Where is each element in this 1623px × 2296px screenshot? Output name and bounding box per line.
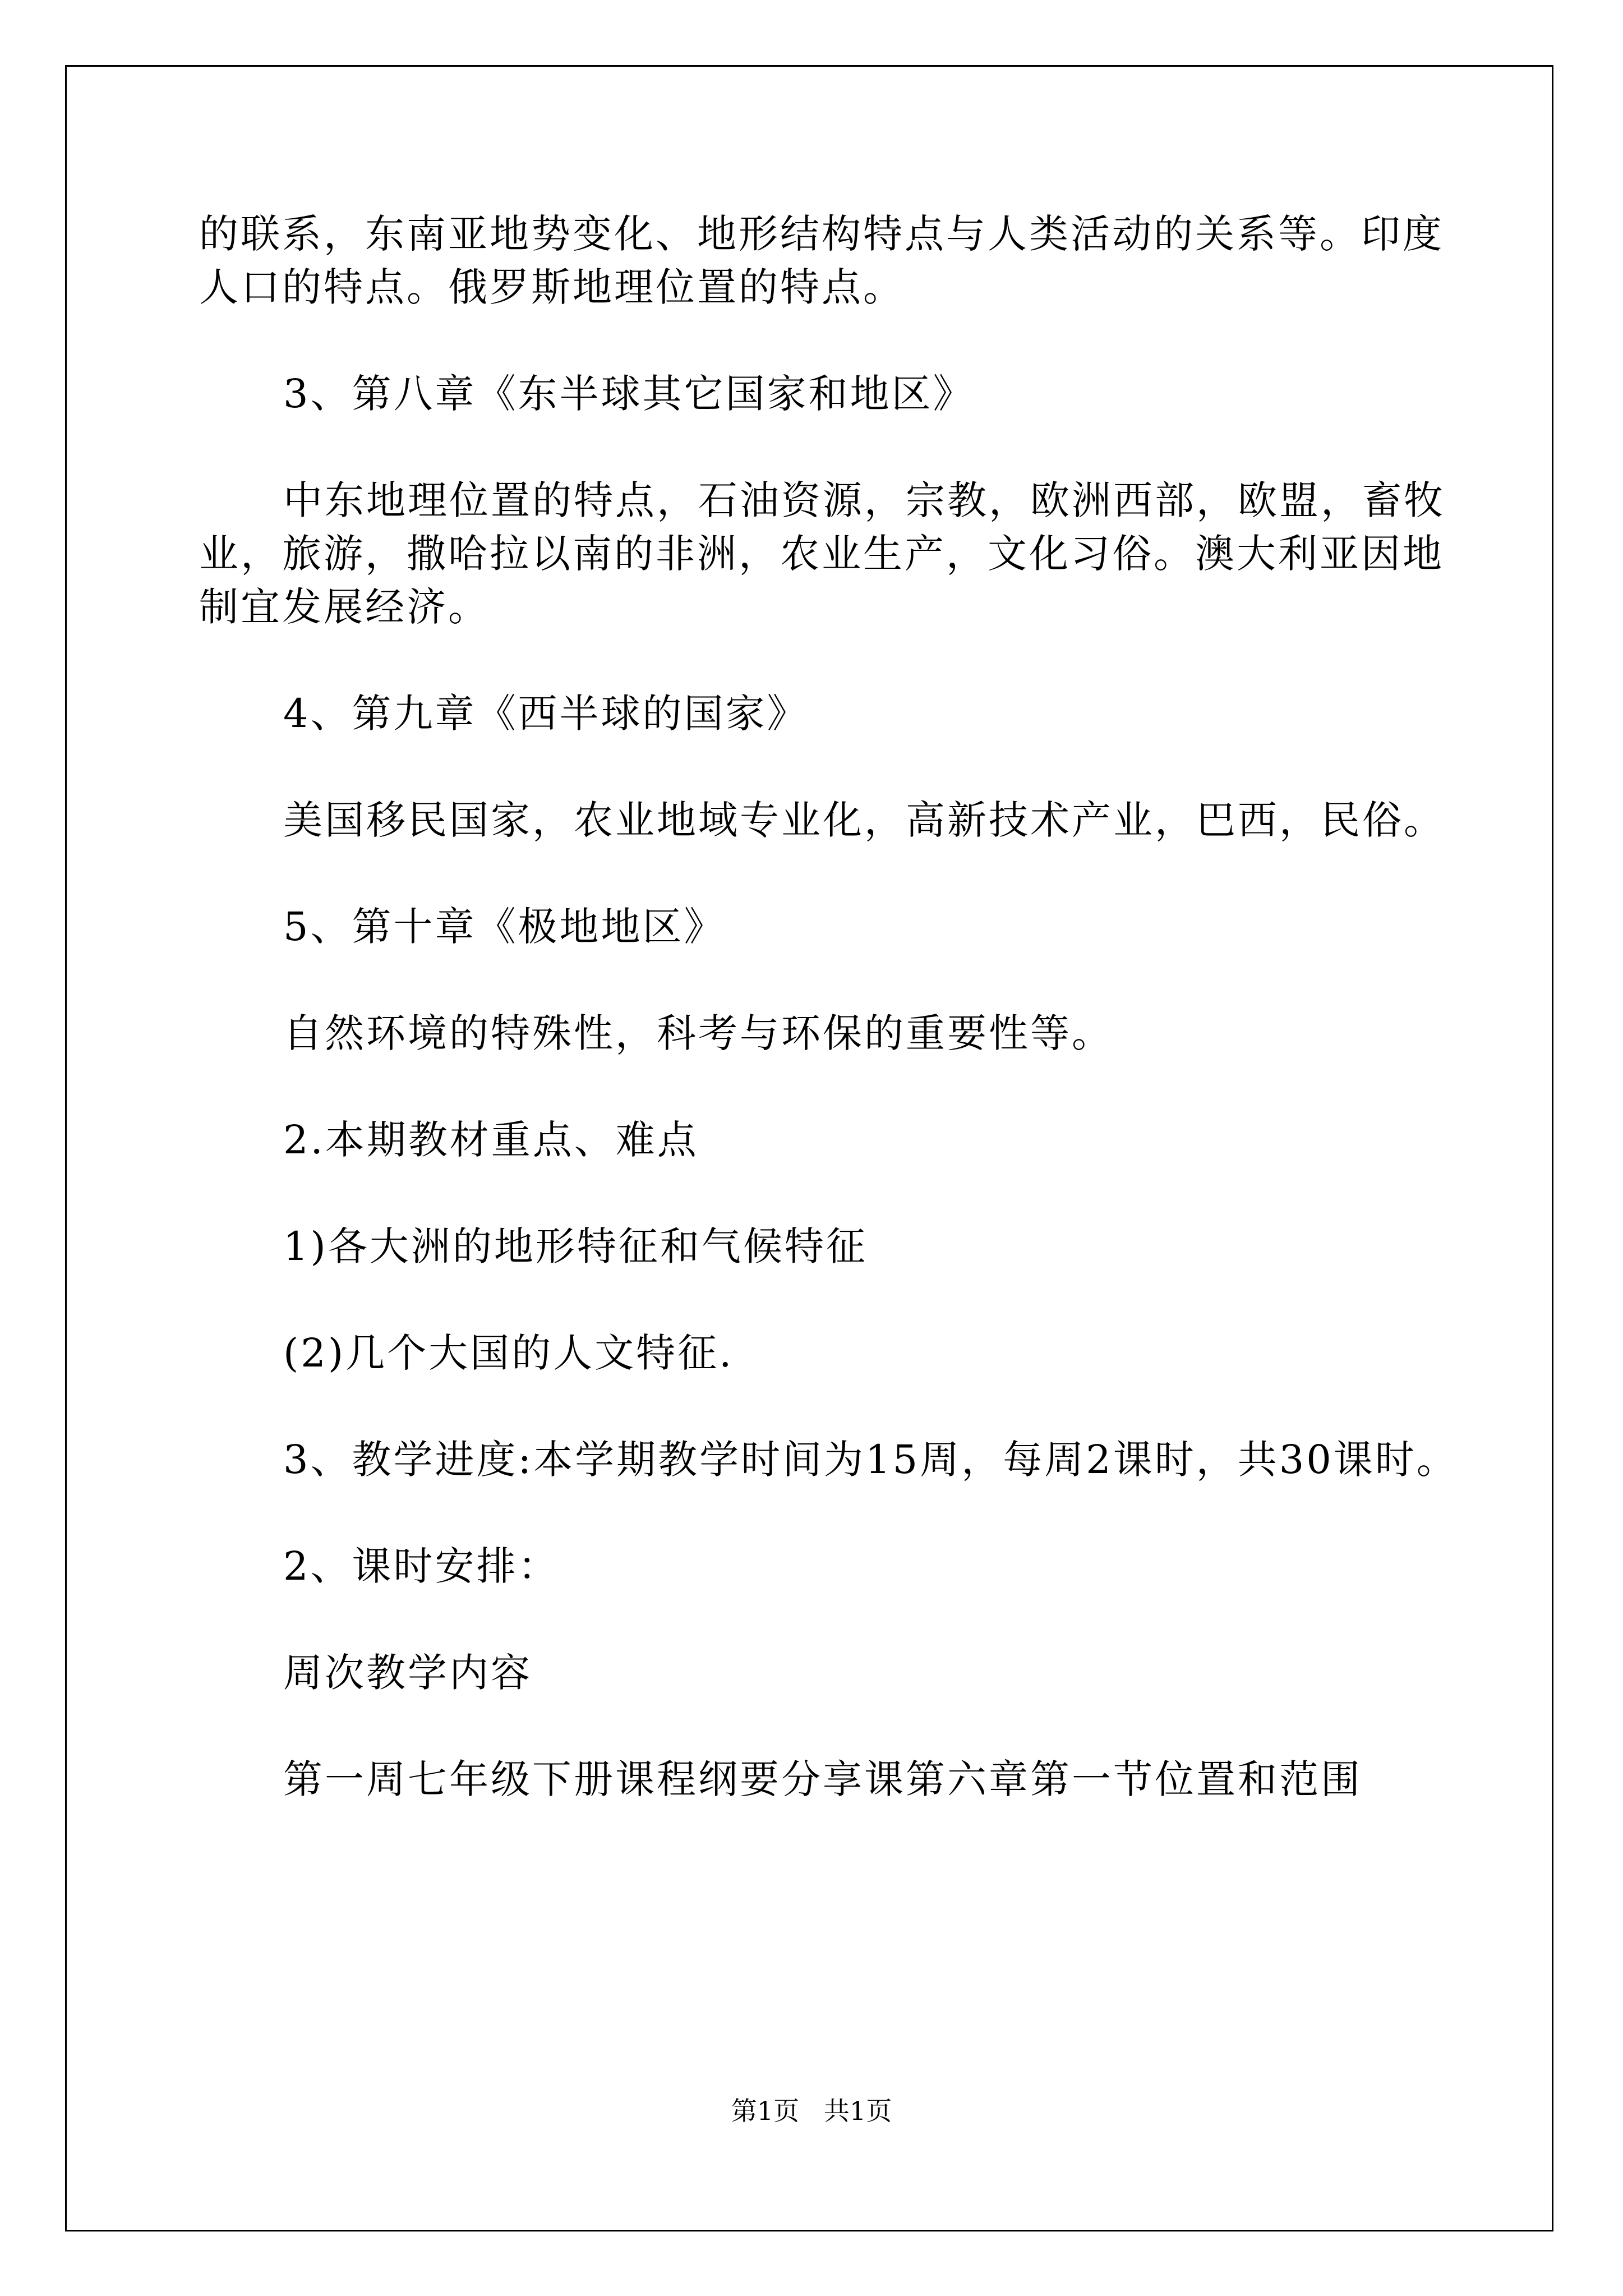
- paragraph-heading: [199, 1540, 1433, 1593]
- page-footer: 第1页 共1页: [731, 2096, 892, 2126]
- document-body: [199, 208, 1458, 1860]
- text-line: 人口的特点。俄罗斯地理位置的特点。: [199, 264, 905, 310]
- text-line: 的联系，东南亚地势变化、地形结构特点与人类活动的关系等。印度: [199, 211, 1444, 257]
- paragraph-heading: [199, 1114, 1433, 1167]
- paragraph: [199, 1753, 1433, 1806]
- paragraph-heading-ch10: [199, 900, 1433, 954]
- text-line: 3、第八章《东半球其它国家和地区》: [283, 371, 975, 417]
- paragraph: [199, 208, 1444, 314]
- paragraph: [199, 1646, 1433, 1700]
- text-line: 5、第十章《极地地区》: [283, 904, 726, 950]
- paragraph-heading-ch8: [199, 367, 1433, 421]
- text-line: 3、教学进度:本学期教学时间为15周，每周2课时，共30课时。: [283, 1437, 1458, 1483]
- text-line: 2.本期教材重点、难点: [283, 1117, 699, 1163]
- text-line: 4、第九章《西半球的国家》: [283, 691, 809, 737]
- paragraph: [199, 474, 1445, 634]
- text-line: 业，旅游，撒哈拉以南的非洲，农业生产，文化习俗。澳大利亚因地: [199, 531, 1444, 577]
- text-line: 中东地理位置的特点，石油资源，宗教，欧洲西部，欧盟，畜牧: [283, 477, 1445, 523]
- text-line: (2)几个大国的人文特征.: [283, 1330, 734, 1376]
- text-line: 1)各大洲的地形特征和气候特征: [283, 1223, 868, 1269]
- text-line: 自然环境的特殊性，科考与环保的重要性等。: [283, 1010, 1113, 1056]
- text-line: 第一周七年级下册课程纲要分享课第六章第一节位置和范围: [283, 1756, 1362, 1802]
- text-line: 制宜发展经济。: [199, 584, 490, 630]
- paragraph: [199, 1433, 1458, 1487]
- text-line: 美国移民国家，农业地域专业化，高新技术产业，巴西，民俗。: [283, 797, 1445, 843]
- paragraph: [199, 1007, 1433, 1060]
- paragraph: [199, 794, 1445, 847]
- paragraph: [199, 1327, 1433, 1380]
- paragraph: [199, 1220, 1433, 1273]
- text-line: 2、课时安排：: [283, 1543, 560, 1589]
- text-line: 周次教学内容: [283, 1650, 532, 1696]
- paragraph-heading-ch9: [199, 687, 1433, 740]
